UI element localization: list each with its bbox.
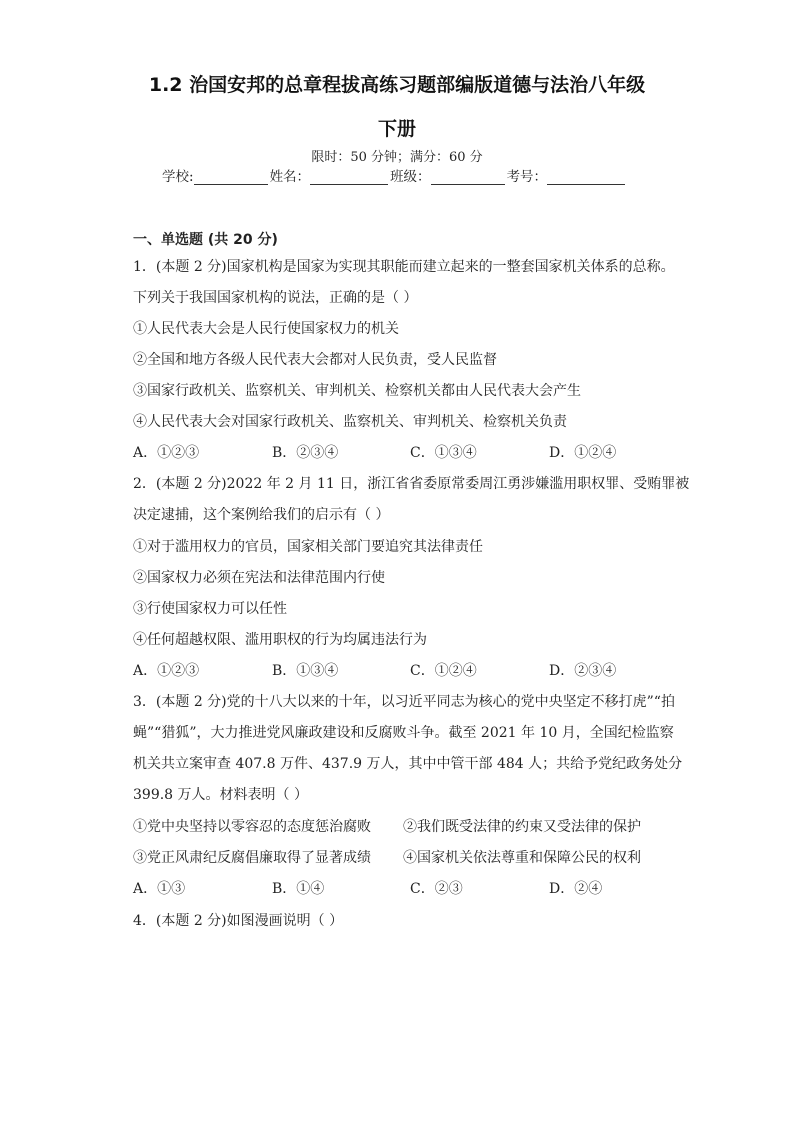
statement: ④任何超越权限、滥用职权的行为均属违法行为 [133,632,427,648]
statement: ②我们既受法律的约束又受法律的保护 [403,819,641,835]
option-b[interactable]: B．①③④ [272,663,339,679]
student-info-fields [162,165,627,185]
question-stem: 蝇”“猎狐”，大力推进党风廉政建设和反腐败斗争。截至 2021 年 10 月，全国纪检监察 [133,725,674,741]
question-stem: 3．(本题 2 分)党的十八大以来的十年，以习近平同志为核心的党中央坚定不移打虎”“拍 [133,694,675,710]
option-b[interactable]: B．①④ [272,881,325,897]
option-c[interactable]: C．①③④ [410,445,477,461]
option-c[interactable]: C．①②④ [410,663,477,679]
question-stem: 决定逮捕，这个案例给我们的启示有（ ） [133,507,390,523]
option-b[interactable]: B．②③④ [272,445,339,461]
statement: ①人民代表大会是人民行使国家权力的机关 [133,321,399,337]
name-blank[interactable] [310,170,388,185]
statement-pair [133,816,641,836]
statement: ④人民代表大会对国家行政机关、监察机关、审判机关、检察机关负责 [133,414,567,430]
question-stem: 下列关于我国国家机构的说法，正确的是（ ） [133,290,418,306]
option-d[interactable]: D．①②④ [549,445,617,461]
question-stem: 2．(本题 2 分)2022 年 2 月 11 日，浙江省省委原常委周江勇涉嫌滥用职权罪、受贿罪被 [133,476,690,492]
option-d[interactable]: D．②④ [549,881,603,897]
page-title: 1.2 治国安邦的总章程拔高练习题部编版道德与法治八年级 [148,74,646,96]
statement: ①党中央坚持以零容忍的态度惩治腐败 [133,819,371,835]
statement-pair [133,847,641,867]
section-heading: 一、单选题 (共 20 分) [133,232,278,248]
time-score-info: 限时：50 分钟；满分：60 分 [311,150,483,165]
question-stem: 1．(本题 2 分)国家机构是国家为实现其职能而建立起来的一整套国家机关体系的总称。 [133,259,675,275]
page-title-continued: 下册 [377,118,416,140]
statement: ①对于滥用权力的官员，国家相关部门要追究其法律责任 [133,539,483,555]
statement: ③行使国家权力可以任性 [133,601,287,617]
class-label: 班级： [390,169,431,185]
statement: ④国家机关依法尊重和保障公民的权利 [403,850,641,866]
school-blank[interactable] [194,170,268,185]
number-blank[interactable] [547,170,625,185]
class-blank[interactable] [431,170,505,185]
question-stem: 399.8 万人。材料表明（ ） [133,787,308,803]
school-label: 学校: [162,169,194,185]
option-a[interactable]: A．①②③ [133,663,200,679]
statement: ③国家行政机关、监察机关、审判机关、检察机关都由人民代表大会产生 [133,383,581,399]
option-a[interactable]: A．①③ [133,881,186,897]
statement: ②国家权力必须在宪法和法律范围内行使 [133,570,385,586]
number-label: 考号： [506,169,548,185]
question-stem: 机关共立案审查 407.8 万件、437.9 万人，其中中管干部 484 人；共给予党纪政务处分 [133,756,683,772]
statement: ③党正风肃纪反腐倡廉取得了显著成绩 [133,850,371,866]
option-a[interactable]: A．①②③ [133,445,200,461]
option-c[interactable]: C．②③ [410,881,463,897]
statement: ②全国和地方各级人民代表大会都对人民负责，受人民监督 [133,352,497,368]
option-d[interactable]: D．②③④ [549,663,617,679]
question-stem: 4．(本题 2 分)如图漫画说明（ ） [133,913,344,929]
name-label: 姓名： [269,169,311,185]
